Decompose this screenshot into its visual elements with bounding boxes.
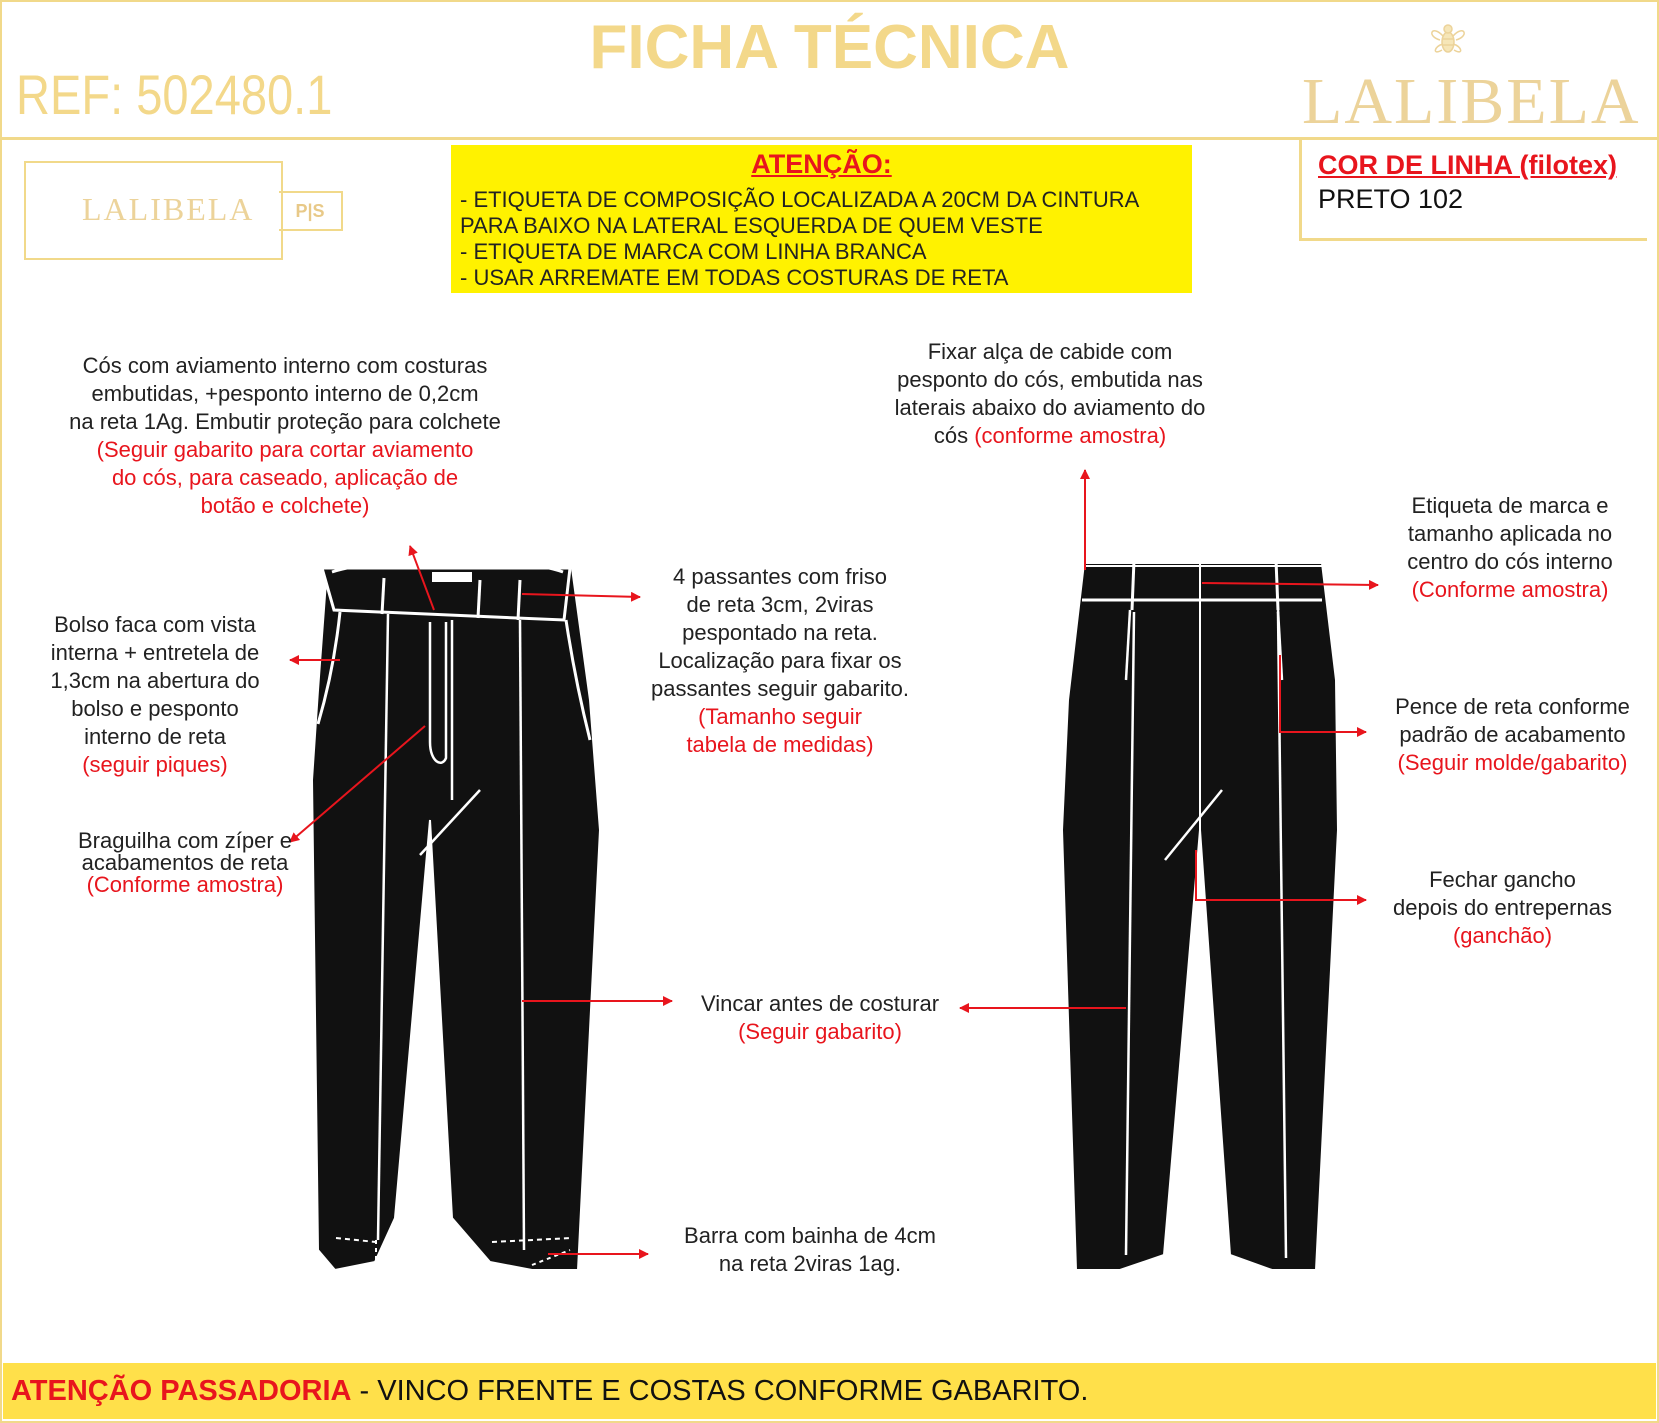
footer-bar: [3, 1363, 1656, 1419]
footer-strong: ATENÇÃO PASSADORIA: [11, 1375, 352, 1407]
note-line: Cós com aviamento interno com costuras: [82, 353, 488, 378]
thread-color-value: PRETO 102: [1318, 184, 1464, 214]
note-line: (ganchão): [1452, 923, 1553, 948]
note-crease: [660, 990, 980, 1046]
note-brand-label: [1370, 492, 1650, 604]
pants-back-drawing: [1062, 494, 1338, 1271]
note-line: (Seguir molde/gabarito): [1397, 750, 1628, 775]
note-line: pesponto do cós, embutida nas: [897, 367, 1203, 392]
note-waistband: [30, 352, 540, 520]
note-line: bolso e pesponto: [71, 696, 239, 721]
note-line: na reta 2viras 1ag.: [718, 1251, 902, 1276]
note-line: (Seguir gabarito): [738, 1019, 902, 1044]
note-line: (Conforme amostra): [86, 872, 284, 897]
page-title: FICHA TÉCNICA: [589, 13, 1070, 82]
note-line: centro do cós interno: [1407, 549, 1613, 574]
note-line: padrão de acabamento: [1399, 722, 1626, 747]
note-text: cós: [933, 423, 975, 448]
note-line: de reta 3cm, 2viras: [686, 592, 874, 617]
note-belt-loops: [620, 563, 940, 759]
label-brand-text: LALIBELA: [82, 191, 255, 227]
note-line: laterais abaixo do aviamento do: [894, 395, 1206, 420]
footer-message: - VINCO FRENTE E COSTAS CONFORME GABARITO.: [351, 1375, 1089, 1407]
thread-color-title: COR DE LINHA (filotex): [1318, 150, 1617, 180]
note-line: passantes seguir gabarito.: [650, 676, 910, 701]
brand-logo: LALIBELA: [1302, 65, 1641, 138]
footer-text: [11, 1375, 1088, 1408]
note-line: Pence de reta conforme: [1395, 694, 1630, 719]
note-line: botão e colchete): [200, 493, 370, 518]
attention-line: PARA BAIXO NA LATERAL ESQUERDA DE QUEM VESTE: [460, 213, 1043, 238]
note-line: Vincar antes de costurar: [700, 991, 940, 1016]
size-tab: P|S: [279, 191, 343, 231]
note-dart: [1370, 693, 1655, 777]
note-line: Braguilha com zíper e: [78, 828, 292, 853]
note-line: Barra com bainha de 4cm: [684, 1223, 936, 1248]
attention-line: - ETIQUETA DE COMPOSIÇÃO LOCALIZADA A 20CM DA CINTURA: [460, 187, 1140, 212]
note-line: interno de reta: [84, 724, 226, 749]
note-line: Fechar gancho: [1429, 867, 1576, 892]
note-hem: [640, 1222, 980, 1278]
note-line: tabela de medidas): [686, 732, 874, 757]
note-line: embutidas, +pesponto interno de 0,2cm: [91, 381, 479, 406]
attention-line: - USAR ARREMATE EM TODAS COSTURAS DE RETA: [460, 265, 1009, 290]
note-line: tamanho aplicada no: [1407, 521, 1613, 546]
note-line: (Conforme amostra): [1411, 577, 1609, 602]
note-text-red: (conforme amostra): [974, 423, 1167, 448]
note-line: Localização para fixar os: [658, 648, 902, 673]
note-line: (Seguir gabarito para cortar aviamento: [96, 437, 474, 462]
note-fly: [50, 830, 320, 896]
reference-code: REF: 502480.1: [16, 63, 333, 126]
note-line: depois do entrepernas: [1393, 895, 1612, 920]
note-line: 1,3cm na abertura do: [50, 668, 260, 693]
note-line: interna + entretela de: [50, 640, 260, 665]
note-line: (Tamanho seguir: [698, 704, 862, 729]
note-line: Etiqueta de marca e: [1411, 493, 1609, 518]
note-line: acabamentos de reta: [81, 850, 289, 875]
note-line: do cós, para caseado, aplicação de: [111, 465, 459, 490]
pants-front-drawing: [312, 560, 600, 1270]
note-line: [860, 422, 1240, 450]
note-line: 4 passantes com friso: [673, 564, 887, 589]
note-line: (seguir piques): [82, 752, 228, 777]
note-hanger-loop: [860, 338, 1240, 450]
note-line: pespontado na reta.: [682, 620, 878, 645]
note-line: Fixar alça de cabide com: [927, 339, 1173, 364]
note-pocket: [20, 611, 290, 779]
note-crotch: [1370, 866, 1635, 950]
attention-line: - ETIQUETA DE MARCA COM LINHA BRANCA: [460, 239, 927, 264]
attention-title: ATENÇÃO:: [751, 149, 892, 179]
note-line: na reta 1Ag. Embutir proteção para colchete: [69, 409, 501, 434]
note-line: Bolso faca com vista: [54, 612, 256, 637]
